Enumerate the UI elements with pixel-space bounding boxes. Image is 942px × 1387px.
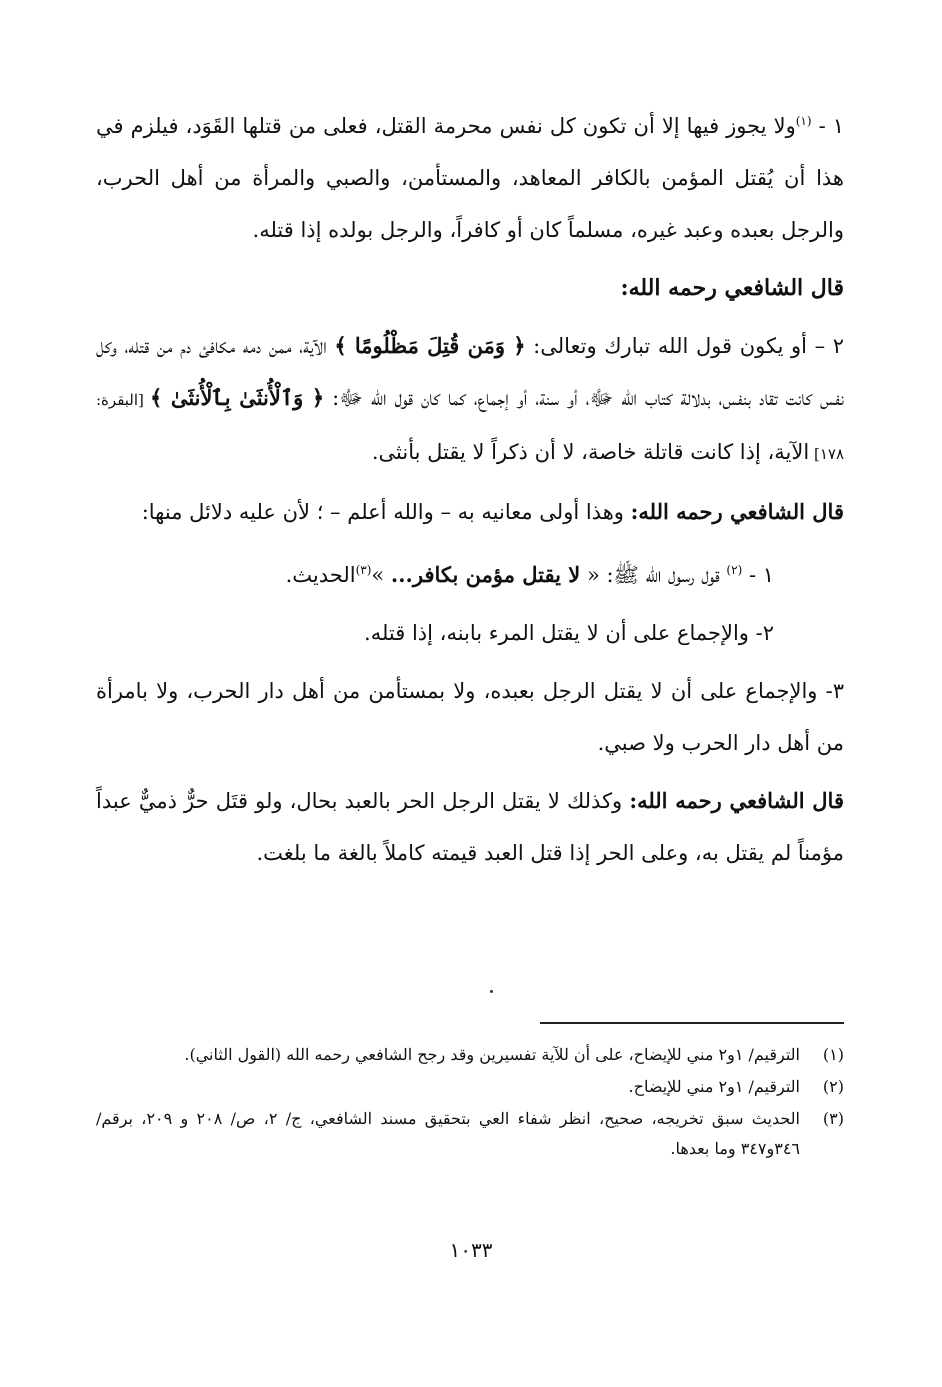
paragraph-2-mid: الآية، ممن دمه مكافئ دم من قتله، وكل نفس كانت تقاد بنفس، بدلالة كتاب الله ﷻ، أو سنة، أو إجماع، كما كان قول الله ﷻ: [96, 334, 844, 410]
page-body [96, 95, 844, 885]
footnote-3-number: (٣) [822, 1109, 844, 1128]
list-item-1-number: ١ - [748, 563, 774, 587]
footnote-2-text: الترقيم/ ١و٢ مني للإيضاح. [628, 1077, 800, 1096]
stray-dot [490, 990, 493, 993]
heading-shafii-1: قال الشافعي رحمه الله: [620, 275, 844, 301]
paragraph-1 [96, 95, 844, 256]
paragraph-1-text: ولا يجوز فيها إلا أن تكون كل نفس محرمة القتل، فعلى من قتلها القَوَد، فيلزم في هذا أن يُقتل المؤمن بالكافر المعاهد، والمستأمن، والصبي والمرأة من أهل الحرب، والرجل بعبده وعبد غيره، مسلماً كان أو كافراً، والرجل بولده إذا قتله. [96, 114, 844, 242]
quran-verse-1: ﴿ وَمَن قُتِلَ مَظْلُومًا ﴾ [334, 333, 526, 358]
paragraph-2-pre: ٢ – أو يكون قول الله تبارك وتعالى: [525, 334, 845, 358]
paragraph-4-text: وكذلك لا يقتل الرجل الحر بالعبد بحال، ولو قتَل حرٌّ ذميٌّ عبداً مؤمناً لم يقتل به، وعلى الحر إذا قتل العبد قيمته كاملاً بالغة ما بلغت. [96, 789, 844, 865]
footnote-ref-1[interactable]: (١) [795, 114, 812, 128]
paragraph-4-lead: قال الشافعي رحمه الله: [629, 788, 844, 813]
footnote-1-number: (١) [822, 1045, 844, 1064]
footnote-3 [96, 1104, 844, 1164]
verse-reference: [البقرة: ١٧٨] [96, 391, 844, 463]
paragraph-3 [96, 486, 844, 538]
paragraph-2-post: الآية، إذا كانت قاتلة خاصة، لا أن ذكراً لا يقتل بأنثى. [371, 440, 810, 464]
footnote-1-text: الترقيم/ ١و٢ مني للإيضاح، على أن للآية تفسيرين وقد رجح الشافعي رحمه الله (القول الثاني). [184, 1045, 800, 1064]
footnotes [96, 1040, 844, 1166]
paragraph-4 [96, 775, 844, 879]
footnote-ref-3[interactable]: (٣) [355, 563, 372, 577]
footnote-ref-2[interactable]: (٢) [726, 563, 743, 577]
footnote-1 [96, 1040, 844, 1070]
paragraph-3-lead: قال الشافعي رحمه الله: [630, 499, 844, 524]
list-item-1-pre: قول رسول الله ﷺ: « [580, 563, 727, 587]
paragraph-3-text: وهذا أولى معانيه به – والله أعلم – ؛ لأن عليه دلائل منها: [141, 500, 631, 524]
list-item-1-close-quote: » [371, 563, 391, 587]
paragraph-2 [96, 320, 844, 480]
list-item-1 [96, 544, 844, 601]
page-number: ١٠٣٣ [449, 1238, 493, 1262]
footnote-separator [540, 1022, 844, 1024]
footnote-2 [96, 1072, 844, 1102]
footnote-3-text: الحديث سبق تخريجه، صحيح، انظر شفاء العي بتحقيق مسند الشافعي، ج/ ٢، ص/ ٢٠٨ و ٢٠٩، برقم/ ٣٤٦و٣٤٧ وما بعدها. [96, 1109, 800, 1158]
hadith-text: لا يقتل مؤمن بكافر... [390, 562, 581, 587]
footnote-2-number: (٢) [822, 1077, 844, 1096]
paragraph-1-number: ١ - [818, 114, 845, 138]
list-item-3: ٣- والإجماع على أن لا يقتل الرجل بعبده، ولا بمستأمن من أهل دار الحرب، ولا بامرأة من أهل دار الحرب ولا صبي. [96, 679, 844, 755]
list-item-2: ٢- والإجماع على أن لا يقتل المرء بابنه، إذا قتله. [364, 621, 774, 645]
list-item-1-post: الحديث. [285, 563, 356, 587]
quran-verse-2: ﴿ وَٱلْأُنثَىٰ بِٱلْأُنثَىٰ ﴾ [149, 385, 325, 410]
